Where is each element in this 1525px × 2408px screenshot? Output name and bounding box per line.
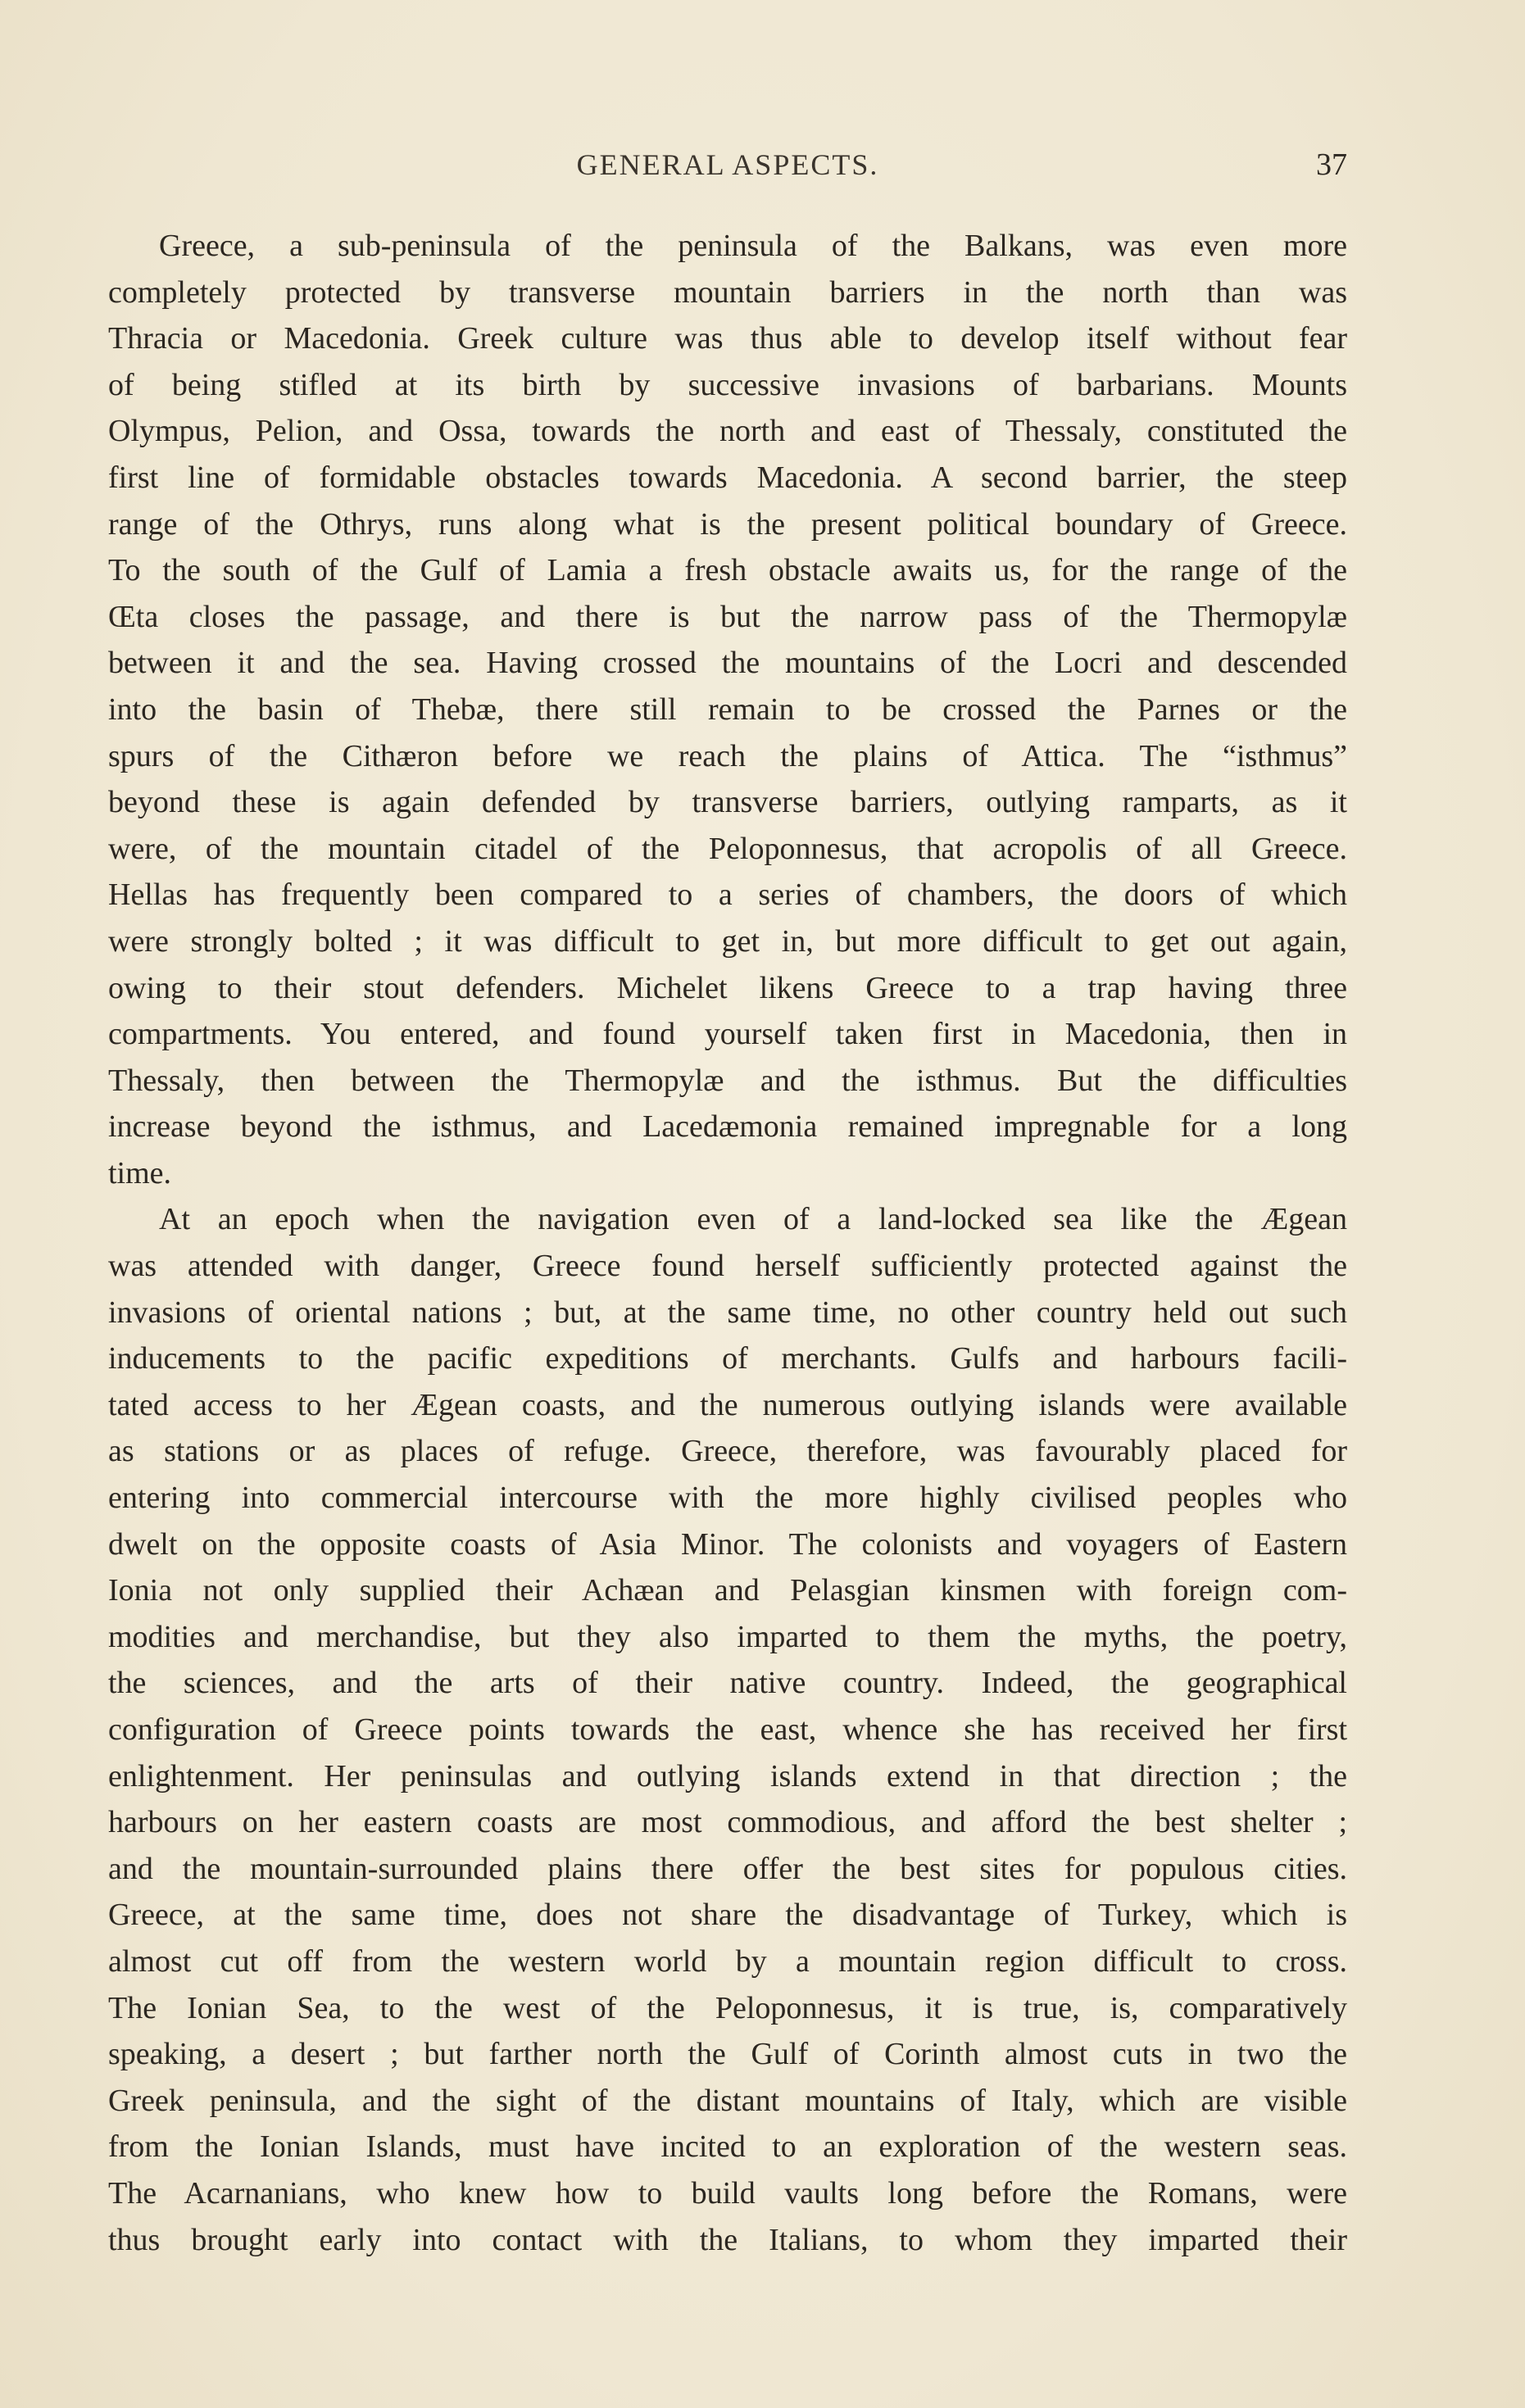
text-line: invasions of oriental nations ; but, at the same time, no other country held out such (108, 1295, 1347, 1330)
page-number: 37 (1316, 147, 1347, 182)
text-line: were, of the mountain citadel of the Peloponnesus, that acropolis of all Greece. (108, 831, 1347, 866)
text-line: compartments. You entered, and found yourself taken first in Macedonia, then in (108, 1017, 1347, 1052)
text-line: speaking, a desert ; but farther north the Gulf of Corinth almost cuts in two the (108, 2037, 1347, 2072)
text-line: of being stifled at its birth by successive invasions of barbarians. Mounts (108, 367, 1347, 402)
text-line: as stations or as places of refuge. Greece, therefore, was favourably placed for (108, 1434, 1347, 1469)
text-line: entering into commercial intercourse with the more highly civilised peoples who (108, 1481, 1347, 1516)
text-line: Ionia not only supplied their Achæan and Pelasgian kinsmen with foreign com- (108, 1573, 1347, 1608)
text-line: were strongly bolted ; it was difficult to get in, but more difficult to get out again, (108, 923, 1347, 959)
text-line: Greek peninsula, and the sight of the distant mountains of Italy, which are visible (108, 2083, 1347, 2118)
text-line: and the mountain-surrounded plains there offer the best sites for populous cities. (108, 1851, 1347, 1886)
text-line: between it and the sea. Having crossed the mountains of the Locri and descended (108, 646, 1347, 681)
text-line: completely protected by transverse mountain barriers in the north than was (108, 274, 1347, 310)
text-line: was attended with danger, Greece found herself sufficiently protected against the (108, 1249, 1347, 1284)
text-line: tated access to her Ægean coasts, and the numerous outlying islands were available (108, 1387, 1347, 1422)
text-line: increase beyond the isthmus, and Lacedæmonia remained impregnable for a long (108, 1109, 1347, 1145)
text-line: into the basin of Thebæ, there still remain to be crossed the Parnes or the (108, 692, 1347, 727)
text-line: thus brought early into contact with the Italians, to whom they imparted their (108, 2222, 1347, 2257)
text-line: inducements to the pacific expeditions of merchants. Gulfs and harbours facili- (108, 1341, 1347, 1376)
text-line: first line of formidable obstacles towards Macedonia. A second barrier, the steep (108, 460, 1347, 495)
text-line: configuration of Greece points towards the east, whence she has received her first (108, 1712, 1347, 1747)
body-text (108, 223, 1347, 2263)
text-line: almost cut off from the western world by a mountain region difficult to cross. (108, 1943, 1347, 1979)
text-line: Olympus, Pelion, and Ossa, towards the north and east of Thessaly, constituted the (108, 414, 1347, 449)
text-line: The Acarnanians, who knew how to build vaults long before the Romans, were (108, 2175, 1347, 2211)
text-line: Œta closes the passage, and there is but the narrow pass of the Thermopylæ (108, 599, 1347, 634)
text-line: from the Ionian Islands, must have incited to an exploration of the western seas. (108, 2129, 1347, 2165)
text-line: time. (108, 1155, 172, 1190)
text-line: The Ionian Sea, to the west of the Peloponnesus, it is true, is, comparatively (108, 1990, 1347, 2025)
text-line: modities and merchandise, but they also imparted to them the myths, the poetry, (108, 1619, 1347, 1654)
text-line: the sciences, and the arts of their native country. Indeed, the geographical (108, 1666, 1347, 1701)
text-line: dwelt on the opposite coasts of Asia Minor. The colonists and voyagers of Eastern (108, 1526, 1347, 1562)
text-line: enlightenment. Her peninsulas and outlying islands extend in that direction ; the (108, 1758, 1347, 1794)
text-line: spurs of the Cithæron before we reach the plains of Attica. The “isthmus” (108, 738, 1347, 773)
text-line: To the south of the Gulf of Lamia a fresh obstacle awaits us, for the range of the (108, 553, 1347, 588)
text-line: beyond these is again defended by transverse barriers, outlying ramparts, as it (108, 785, 1347, 820)
running-title: GENERAL ASPECTS. (576, 148, 879, 181)
text-line: Greece, at the same time, does not share the disadvantage of Turkey, which is (108, 1898, 1347, 1933)
text-line: harbours on her eastern coasts are most commodious, and afford the best shelter ; (108, 1805, 1347, 1840)
text-line: Greece, a sub-peninsula of the peninsula of the Balkans, was even more (159, 229, 1347, 263)
text-line: owing to their stout defenders. Michelet likens Greece to a trap having three (108, 970, 1347, 1005)
text-line: At an epoch when the navigation even of a land-locked sea like the Ægean (159, 1202, 1347, 1237)
text-line: Thessaly, then between the Thermopylæ and the isthmus. But the difficulties (108, 1063, 1347, 1098)
running-head (108, 144, 1347, 185)
text-line: range of the Othrys, runs along what is the present political boundary of Greece. (108, 506, 1347, 542)
text-line: Thracia or Macedonia. Greek culture was thus able to develop itself without fear (108, 321, 1347, 356)
text-line: Hellas has frequently been compared to a series of chambers, the doors of which (108, 877, 1347, 913)
